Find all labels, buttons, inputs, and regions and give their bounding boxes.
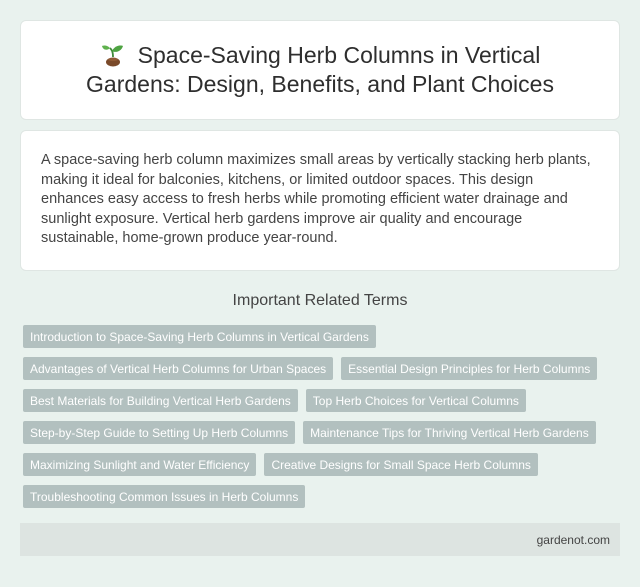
related-term-chip[interactable]: Creative Designs for Small Space Herb Columns: [264, 453, 537, 476]
related-terms-heading: Important Related Terms: [232, 292, 408, 309]
title-card: [20, 20, 620, 120]
page-title: [51, 41, 589, 99]
related-term-chip[interactable]: Step-by-Step Guide to Setting Up Herb Columns: [23, 421, 295, 444]
related-term-chip[interactable]: Maintenance Tips for Thriving Vertical Herb Gardens: [303, 421, 596, 444]
related-term-chip[interactable]: Maximizing Sunlight and Water Efficiency: [23, 453, 256, 476]
seedling-icon: [100, 41, 126, 67]
footer: [20, 523, 620, 556]
related-term-chip[interactable]: Best Materials for Building Vertical Herb Gardens: [23, 389, 298, 412]
related-term-chip[interactable]: Top Herb Choices for Vertical Columns: [306, 389, 526, 412]
footer-site-link[interactable]: gardenot.com: [536, 532, 610, 547]
related-term-chip[interactable]: Advantages of Vertical Herb Columns for Urban Spaces: [23, 357, 333, 380]
related-terms-list: [20, 325, 620, 508]
related-term-chip[interactable]: Troubleshooting Common Issues in Herb Columns: [23, 485, 305, 508]
related-term-chip[interactable]: Essential Design Principles for Herb Columns: [341, 357, 597, 380]
related-term-chip[interactable]: Introduction to Space-Saving Herb Columns in Vertical Gardens: [23, 325, 376, 348]
page-title-text: Space-Saving Herb Columns in Vertical Gardens: Design, Benefits, and Plant Choices: [86, 42, 554, 97]
summary-card: [20, 130, 620, 271]
summary-text: A space-saving herb column maximizes small areas by vertically stacking herb plants, making it ideal for balconies, kitchens, or limited outdoor spaces. This design enhances easy access to fresh herbs while promoting efficient water drainage and sunlight exposure. Vertical herb gardens improve air quality and encourage sustainable, home-grown produce year-round.: [41, 152, 591, 246]
